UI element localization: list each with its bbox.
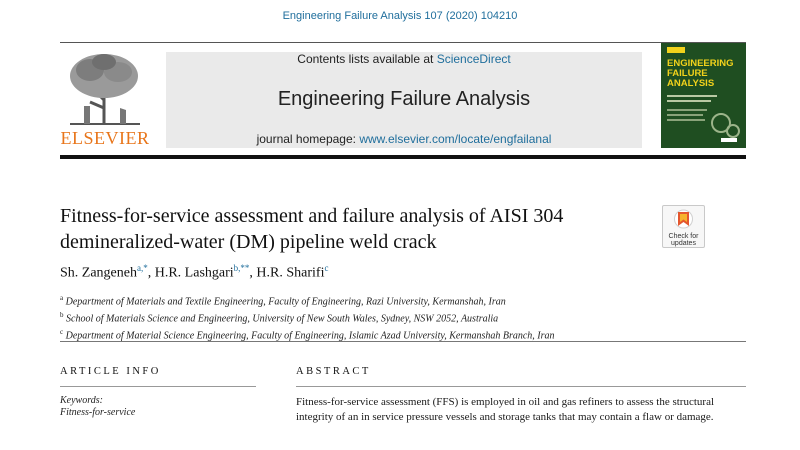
elsevier-wordmark: ELSEVIER [60,128,150,148]
abstract-line: integrity of an in service pressure vessels and storage tanks that may contain a flaw or damage. [296,411,714,423]
homepage-line [166,132,642,146]
bookmark-icon [663,206,704,234]
cover-title-line: ANALYSIS [667,78,715,89]
author-name[interactable]: Sh. Zangeneh [60,265,137,281]
author-affiliation-mark[interactable]: b,** [233,263,250,273]
affiliation-mark: b [60,310,64,319]
header-divider [60,42,746,43]
article-title [60,203,640,255]
journal-title: Engineering Failure Analysis [277,88,531,110]
section-divider [60,341,746,342]
affiliation [60,326,760,343]
check-for-updates-label [663,233,704,247]
affiliation [60,309,760,326]
tree-icon [60,50,150,126]
author-list: Sh. Zangeneh$^{a,*}$, H.R. Lashgari$^{b,**}$, H.R. Sharifi$^c$ [60,263,329,281]
contents-line [166,52,642,66]
author-affiliation-mark[interactable]: a,* [136,263,148,273]
sciencedirect-link[interactable]: ScienceDirect [436,52,511,66]
keyword: Fitness-for-service [60,407,136,418]
affiliation-text: Department of Materials and Textile Engineering, Faculty of Engineering, Razi University, Kermanshah, Iran [65,296,506,308]
article-info-rule [60,386,256,387]
abstract-rule [296,386,746,387]
affiliation-text: Department of Material Science Engineering, Faculty of Engineering, Islamic Azad University, Kermanshah Branch, Iran [65,329,555,341]
homepage-link[interactable]: www.elsevier.com/locate/engfailanal [359,132,552,146]
affiliation [60,292,760,309]
cover-artwork-icon [661,43,746,148]
affiliation-mark: c [60,327,64,336]
author-affiliation-mark[interactable]: c [324,263,329,273]
homepage-prefix: journal homepage: [256,132,360,146]
article-title-line: Fitness-for-service assessment and failure analysis of AISI 304 [60,205,564,227]
affiliation-text: School of Materials Science and Engineering, University of New South Wales, Sydney, NSW 2052, Australia [66,313,499,325]
elsevier-logo[interactable] [60,50,150,150]
affiliation-list [60,292,760,342]
keywords-label: Keywords: [60,395,103,406]
journal-cover[interactable] [661,43,746,148]
abstract-heading: ABSTRACT [296,366,371,377]
journal-citation[interactable]: Engineering Failure Analysis 107 (2020) 104210 [282,10,518,22]
author-name[interactable]: H.R. Lashgari [154,265,234,281]
cover-title-line: FAILURE [667,68,708,79]
article-info-heading: ARTICLE INFO [60,366,161,377]
cover-title-line: ENGINEERING [667,58,734,69]
contents-prefix: Contents lists available at [297,52,437,66]
journal-banner [166,52,642,148]
affiliation-mark: a [60,294,64,302]
abstract-text [296,395,746,425]
abstract-line: Fitness-for-service assessment (FFS) is employed in oil and gas refiners to assess the structural [296,396,715,408]
header-thick-rule [60,155,746,159]
article-title-line: demineralized-water (DM) pipeline weld crack [60,231,437,253]
check-for-updates-button[interactable] [662,205,705,248]
author-name[interactable]: H.R. Sharifi [256,265,325,281]
keywords-block [60,395,135,419]
badge-label-line: updates [671,240,696,247]
badge-label-line: Check for [668,233,699,240]
